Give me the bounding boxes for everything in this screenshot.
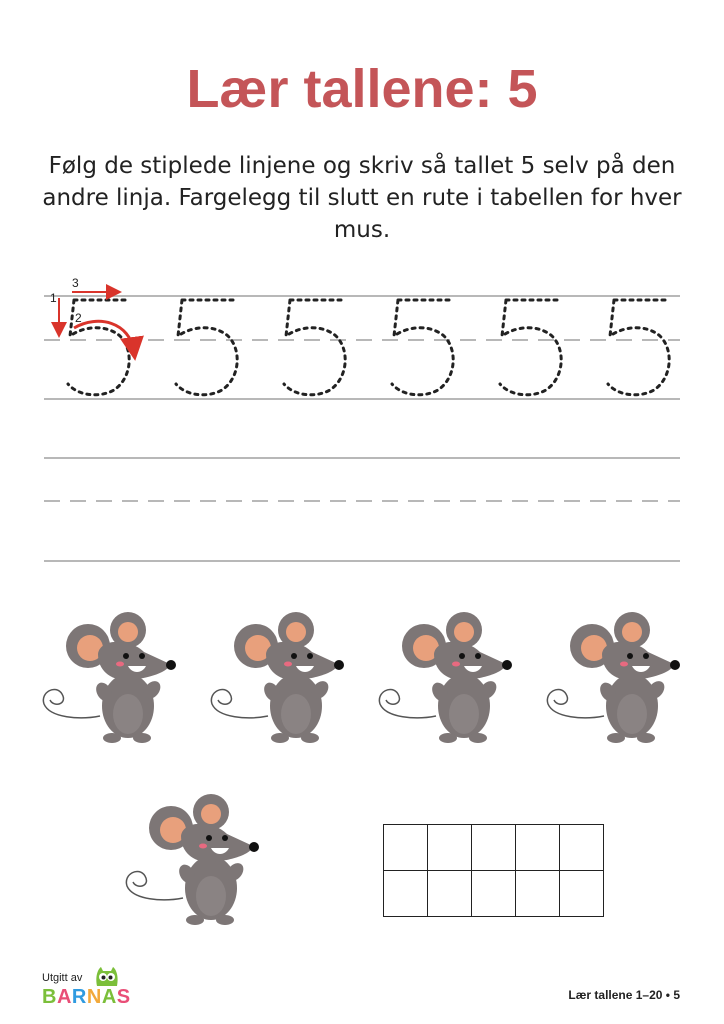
stroke-number-2: 2 (75, 311, 82, 325)
ten-frame-row (384, 871, 604, 917)
brand-wordmark (42, 986, 131, 1009)
brand-letter: R (71, 986, 87, 1008)
ten-frame-cell[interactable] (516, 825, 560, 871)
tracing-practice-area (0, 260, 724, 580)
dotted-digit-five (392, 300, 453, 395)
dotted-digit-five (176, 300, 237, 395)
publisher-label: Utgitt av (42, 972, 83, 984)
mouse-illustration (208, 608, 353, 752)
stroke-number-3: 3 (72, 276, 79, 290)
dotted-digit-five (284, 300, 345, 395)
stroke-order-guides (50, 276, 134, 352)
ten-frame-row (384, 825, 604, 871)
ten-frame-cell[interactable] (516, 871, 560, 917)
brand-letter: A (56, 986, 72, 1008)
dotted-digit-five (608, 300, 669, 395)
brand-letter: N (86, 986, 102, 1008)
ten-frame-table (383, 824, 604, 917)
brand-letter: A (101, 986, 117, 1008)
mouse-illustration (544, 608, 689, 752)
page-title: Lær tallene: 5 (186, 59, 538, 119)
ten-frame-cell[interactable] (384, 871, 428, 917)
ten-frame-cell[interactable] (428, 825, 472, 871)
ten-frame-cell[interactable] (384, 825, 428, 871)
brand-letter: S (116, 986, 131, 1008)
page-info: Lær tallene 1–20 • 5 (568, 988, 680, 1002)
mouse-illustration (40, 608, 185, 752)
brand-letter: B (42, 986, 57, 1008)
publisher-logo (42, 972, 131, 1008)
mouse-illustration (123, 790, 268, 934)
ten-frame-cell[interactable] (472, 825, 516, 871)
ten-frame-cell[interactable] (428, 871, 472, 917)
instructions-text: Følg de stiplede linjene og skriv så tallet 5 selv på den andre linja. Fargelegg til slutt en rute i tabellen for hver mus. (42, 153, 682, 243)
owl-mascot-icon (94, 966, 120, 988)
ten-frame-cell[interactable] (560, 871, 604, 917)
dotted-digit-five (500, 300, 561, 395)
ten-frame-cell[interactable] (472, 871, 516, 917)
dotted-digit-row (68, 300, 669, 395)
mouse-illustration (376, 608, 521, 752)
ten-frame-cell[interactable] (560, 825, 604, 871)
stroke-arrow-2 (74, 321, 134, 352)
stroke-number-1: 1 (50, 291, 57, 305)
